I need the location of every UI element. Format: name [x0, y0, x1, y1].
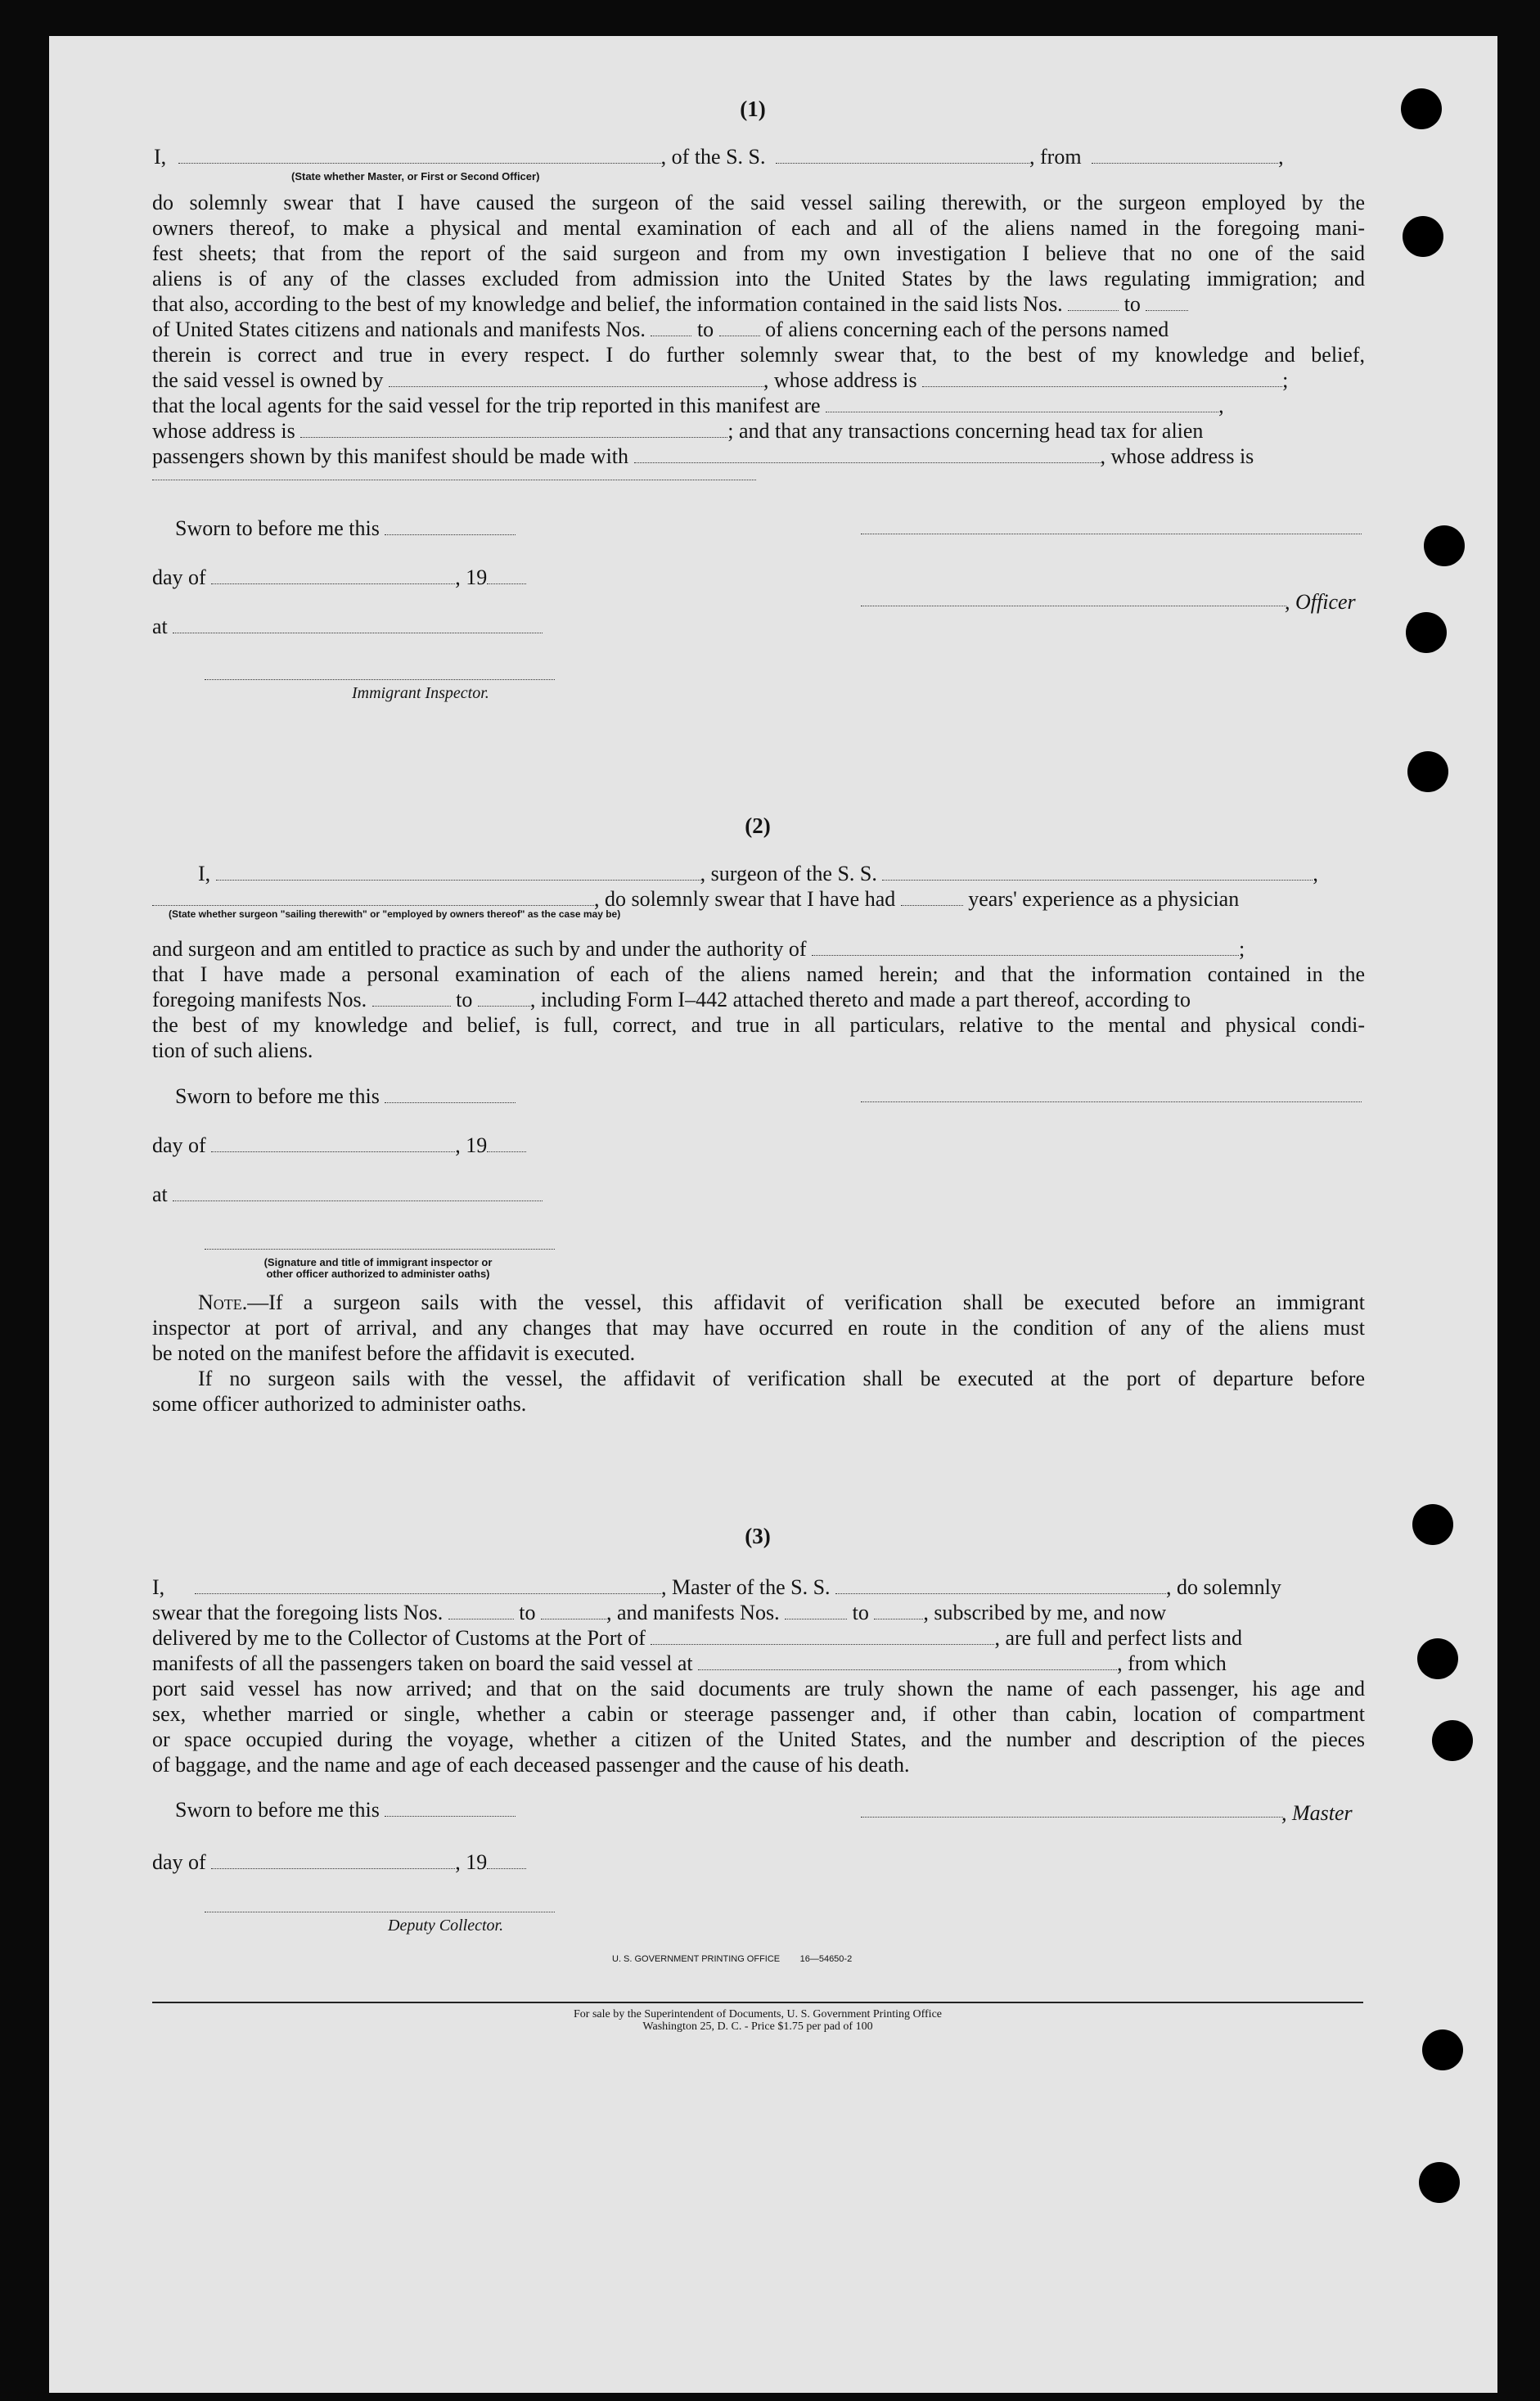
section-1-number: (1)	[740, 97, 766, 121]
oath-line: aliens is of any of the classes excluded from admission into the United States by the laws regulating immigration; and	[152, 267, 1365, 291]
oath-text: delivered by me to the Collector of Customs at the Port of	[152, 1626, 646, 1650]
section-3-day-of	[152, 1849, 526, 1875]
ship-name-blank[interactable]	[835, 1579, 1166, 1594]
section-3-sworn-label	[175, 1797, 516, 1822]
section-3-oath	[152, 1574, 1365, 1777]
section-2-sworn-label	[175, 1083, 516, 1109]
owner-blank[interactable]	[389, 372, 763, 387]
oath-text: to	[519, 1601, 536, 1624]
surgeon-signature-line[interactable]	[861, 1100, 1362, 1102]
note-text: —If a surgeon sails with the vessel, this affidavit of verification shall be executed before an immigrant	[247, 1291, 1365, 1314]
section-2-opening	[152, 861, 1365, 912]
head-tax-address-blank[interactable]	[152, 478, 756, 480]
punch-hole	[1403, 216, 1443, 257]
at-text: at	[152, 1182, 168, 1206]
text-i: I,	[152, 1575, 165, 1599]
oath-officer-note	[214, 1257, 542, 1280]
manifests-to-blank[interactable]	[478, 991, 530, 1007]
year-text: , 19	[455, 1850, 488, 1874]
manifests-to-blank[interactable]	[874, 1604, 923, 1619]
oath-text: ,	[1313, 862, 1318, 885]
oath-text: that also, according to the best of my knowledge and belief, the information contained in the said lists Nos.	[152, 292, 1063, 316]
oath-text: , whose address is	[1100, 444, 1254, 468]
punch-hole	[1424, 525, 1465, 566]
section-2-number: (2)	[745, 813, 771, 838]
punch-hole	[1432, 1720, 1473, 1761]
immigrant-inspector-label: Immigrant Inspector.	[352, 684, 489, 702]
oath-line: therein is correct and true in every respect. I do further solemnly swear that, to the best of my knowledge and belief,	[152, 343, 1365, 367]
oath-text: , do solemnly	[1166, 1575, 1281, 1599]
section-1-oath	[152, 190, 1365, 469]
day-of-text: day of	[152, 1850, 206, 1874]
port-blank[interactable]	[651, 1629, 994, 1645]
lists-to-blank[interactable]	[1146, 295, 1188, 311]
oath-text: ,	[1218, 394, 1224, 417]
punch-hole	[1401, 88, 1442, 129]
oath-line: that I have made a personal examination of each of the aliens named herein; and that the information contained in the	[152, 962, 1365, 986]
oath-line: or space occupied during the voyage, whether a citizen of the United States, and the number and description of the pieces	[152, 1728, 1365, 1751]
gpo-imprint: U. S. GOVERNMENT PRINTING OFFICE 16—54650-2	[612, 1954, 853, 1964]
master-title-blank[interactable]	[178, 148, 661, 164]
oath-line: the best of my knowledge and belief, is full, correct, and true in all particulars, relative to the mental and physical condi-	[152, 1013, 1365, 1037]
surgeon-status-blank[interactable]	[152, 890, 594, 906]
sale-notice	[398, 2008, 1118, 2033]
year-text: , 19	[455, 1133, 488, 1157]
at-text: at	[152, 615, 168, 638]
punch-hole	[1412, 1504, 1453, 1545]
authority-blank[interactable]	[812, 940, 1239, 956]
sworn-date-blank[interactable]	[385, 1088, 516, 1103]
oath-text: swear that the foregoing lists Nos.	[152, 1601, 444, 1624]
lists-from-blank[interactable]	[448, 1604, 514, 1619]
oath-text: , whose address is	[763, 368, 917, 392]
surgeon-name-blank[interactable]	[216, 865, 700, 881]
sworn-text: Sworn to before me this	[175, 1798, 380, 1822]
year-blank[interactable]	[487, 1137, 526, 1152]
oath-text: of United States citizens and nationals and manifests Nos.	[152, 318, 646, 341]
at-place-blank[interactable]	[173, 618, 543, 633]
oath-text: years' experience as a physician	[968, 887, 1240, 911]
note-line: inspector at port of arrival, and any changes that may have occurred en route in the condition of any of the aliens must	[152, 1316, 1365, 1340]
oath-text: that the local agents for the said vessel for the trip reported in this manifest are	[152, 394, 821, 417]
punch-hole	[1422, 2029, 1463, 2070]
lists-from-blank[interactable]	[1068, 295, 1119, 311]
section-1-at	[152, 614, 543, 639]
oath-line: owners thereof, to make a physical and mental examination of each and all of the aliens named in the foregoing mani-	[152, 216, 1365, 240]
oath-text: , do solemnly swear that I have had	[594, 887, 896, 911]
section-1-sworn-label	[175, 516, 516, 541]
section-2-day-of	[152, 1133, 526, 1158]
oath-text: manifests of all the passengers taken on board the said vessel at	[152, 1651, 693, 1675]
master-label: , Master	[1281, 1801, 1353, 1825]
officer-title-line[interactable]	[861, 604, 1286, 606]
collector-signature-line[interactable]	[205, 1910, 555, 1912]
sale-line: Washington 25, D. C. - Price $1.75 per pad of 100	[642, 2020, 873, 2033]
section-2-note	[152, 1290, 1365, 1417]
punch-hole	[1417, 1638, 1458, 1679]
manifests-from-blank[interactable]	[785, 1604, 847, 1619]
oath-text: to	[456, 988, 473, 1011]
sworn-date-blank[interactable]	[385, 520, 516, 535]
oath-line: fest sheets; that from the report of the said surgeon and from my own investigation I believe that no one of the said	[152, 241, 1365, 265]
oath-line: port said vessel has now arrived; and that on the said documents are truly shown the name of each passenger, his age and	[152, 1677, 1365, 1701]
section-1-opening-line: I, , of the S. S. , from ,	[154, 145, 1284, 169]
lists-to-blank[interactable]	[541, 1604, 606, 1619]
ship-name-blank[interactable]	[882, 865, 1313, 881]
oath-text: to	[696, 318, 714, 341]
local-agents-blank[interactable]	[826, 397, 1218, 412]
agents-address-blank[interactable]	[300, 422, 727, 438]
oath-text: to	[852, 1601, 869, 1624]
oath-text: ;	[1282, 368, 1289, 392]
note-line: If no surgeon sails with the vessel, the affidavit of verification shall be executed at the port of departure before	[198, 1367, 1365, 1390]
officer-signature-line[interactable]	[861, 532, 1362, 534]
oath-text: , including Form I–442 attached thereto and made a part thereof, according to	[529, 988, 1191, 1011]
oath-line: tion of such aliens.	[152, 1038, 313, 1062]
head-tax-party-blank[interactable]	[634, 448, 1101, 463]
sworn-text: Sworn to before me this	[175, 1084, 380, 1108]
text-i: I,	[154, 145, 167, 169]
sale-line: For sale by the Superintendent of Documents, U. S. Government Printing Office	[574, 2008, 942, 2020]
manifests-to-blank[interactable]	[719, 321, 760, 336]
section-3-number: (3)	[745, 1524, 771, 1548]
oath-officer-signature-line[interactable]	[205, 1247, 555, 1250]
punch-hole	[1419, 2162, 1460, 2203]
text-i: I,	[198, 862, 211, 885]
oath-text: ;	[1239, 937, 1245, 961]
note-label: Note.	[198, 1291, 248, 1314]
note-line: some officer authorized to administer oaths.	[152, 1392, 527, 1416]
section-2-oath	[152, 936, 1365, 1063]
manifests-from-blank[interactable]	[651, 321, 691, 336]
day-of-blank[interactable]	[211, 1137, 455, 1152]
oath-text: , subscribed by me, and now	[923, 1601, 1167, 1624]
sworn-text: Sworn to before me this	[175, 516, 380, 540]
section-1-day-of	[152, 565, 526, 590]
deputy-collector-label: Deputy Collector.	[388, 1917, 504, 1935]
surgeon-status-note: (State whether surgeon "sailing therewith" or "employed by owners thereof" as the case may be)	[169, 908, 621, 920]
departure-port-blank[interactable]	[698, 1655, 1117, 1670]
inspector-signature-line[interactable]	[205, 678, 555, 680]
owner-address-blank[interactable]	[922, 372, 1282, 387]
year-blank[interactable]	[487, 569, 526, 584]
oath-text: whose address is	[152, 419, 295, 443]
text-surgeon-of: , surgeon of the S. S.	[700, 862, 877, 885]
master-title-note: (State whether Master, or First or Second Officer)	[291, 170, 540, 182]
oath-text: to	[1123, 292, 1141, 316]
section-2-at	[152, 1182, 543, 1207]
at-place-blank[interactable]	[173, 1186, 543, 1201]
oath-text: passengers shown by this manifest should be made with	[152, 444, 629, 468]
oath-text: and surgeon and am entitled to practice as such by and under the authority of	[152, 937, 807, 961]
text-from: , from	[1029, 145, 1082, 169]
note-line: (Signature and title of immigrant inspector or	[263, 1256, 493, 1268]
sworn-date-blank[interactable]	[385, 1801, 516, 1817]
footer-rule	[152, 2002, 1363, 2003]
master-name-blank[interactable]	[195, 1579, 661, 1594]
oath-line: sex, whether married or single, whether a cabin or steerage passenger and, if other than cabin, location of compartment	[152, 1702, 1365, 1726]
oath-text: ; and that any transactions concerning head tax for alien	[727, 419, 1204, 443]
text-of-ss: , of the S. S.	[660, 145, 766, 169]
oath-line: do solemnly swear that I have caused the surgeon of the said vessel sailing therewith, or the surgeon employed by the	[152, 191, 1365, 214]
oath-text: of aliens concerning each of the persons named	[765, 318, 1169, 341]
ship-name-blank[interactable]	[776, 148, 1029, 164]
from-port-blank[interactable]	[1092, 148, 1278, 164]
note-line: be noted on the manifest before the affidavit is executed.	[152, 1341, 636, 1365]
oath-text: , from which	[1117, 1651, 1227, 1675]
officer-label: , Officer	[1285, 590, 1356, 614]
day-of-blank[interactable]	[211, 1854, 455, 1869]
day-of-text: day of	[152, 1133, 206, 1157]
oath-line: of baggage, and the name and age of each deceased passenger and the cause of his death.	[152, 1753, 910, 1777]
oath-text: , and manifests Nos.	[606, 1601, 780, 1624]
day-of-text: day of	[152, 565, 206, 589]
manifests-from-blank[interactable]	[372, 991, 451, 1007]
punch-hole	[1407, 751, 1448, 792]
oath-text: , are full and perfect lists and	[994, 1626, 1242, 1650]
punch-hole	[1406, 612, 1447, 653]
note-line: other officer authorized to administer oaths)	[266, 1268, 490, 1280]
master-signature-line[interactable]	[861, 1815, 1283, 1818]
year-text: , 19	[455, 565, 488, 589]
year-blank[interactable]	[487, 1854, 526, 1869]
years-blank[interactable]	[901, 890, 963, 906]
oath-text: foregoing manifests Nos.	[152, 988, 367, 1011]
oath-text: the said vessel is owned by	[152, 368, 384, 392]
day-of-blank[interactable]	[211, 569, 455, 584]
oath-text: , Master of the S. S.	[661, 1575, 831, 1599]
